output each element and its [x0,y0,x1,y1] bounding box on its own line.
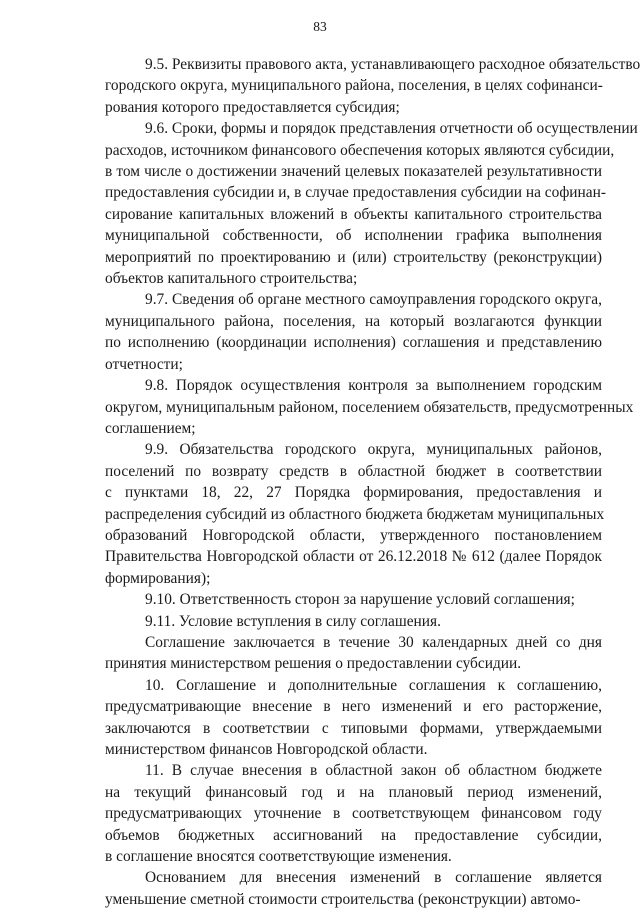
text-line: образований Новгородской области, утвержденного постановлением [105,526,602,544]
paragraph [105,867,602,910]
text-line: предоставления субсидии и, в случае предоставления субсидии на софинан- [105,184,606,202]
text-line: на текущий финансовый год и на плановый период изменений, [105,783,602,801]
paragraph [105,375,634,439]
text-line: округом, муниципальным районом, поселением обязательств, предусмотренных [105,398,634,416]
paragraph [105,118,638,289]
text-line: Соглашение заключается в течение 30 календарных дней со дня [145,633,602,651]
text-line: с пунктами 18, 22, 27 Порядка формирования, предоставления и [105,484,602,502]
text-line: принятия министерством решения о предоставлении субсидии. [105,655,522,673]
text-line: Правительства Новгородской области от 26.12.2018 № 612 (далее Порядок [105,548,602,566]
text-line: в соглашение вносятся соответствующие изменения. [105,848,452,866]
paragraph [105,760,602,867]
text-line: расходов, источником финансового обеспечения которых являются субсидии, [105,141,615,159]
text-line: рования которого предоставляется субсидия; [105,98,400,116]
text-line: объемов бюджетных ассигнований на предоставление субсидии, [105,826,602,844]
text-line: соглашением; [105,419,196,437]
text-line: мероприятий по проектированию и (или) строительству (реконструкции) [105,248,602,266]
paragraph [105,439,605,589]
text-line: городского округа, муниципального района, поселения, в целях софинанси- [105,77,603,95]
text-line: муниципальной собственности, об исполнении графика выполнения [105,227,602,245]
text-line: Основанием для внесения изменений в соглашение является [145,869,602,887]
text-line: 9.9. Обязательства городского округа, муниципальных районов, [145,441,602,459]
paragraph [105,611,602,632]
text-line: 11. В случае внесения в областной закон об областном бюджете [145,762,602,780]
text-line: 9.8. Порядок осуществления контроля за выполнением городским [145,377,602,395]
text-line: 9.10. Ответственность сторон за нарушение условий соглашения; [145,591,575,609]
text-line: 10. Соглашение и дополнительные соглашения к соглашению, [145,676,602,694]
text-line: объектов капитального строительства; [105,270,358,288]
paragraph [105,589,602,610]
text-line: муниципального района, поселения, на который возлагаются функции [105,312,602,330]
text-line: предусматривающие внесение в него изменений и его расторжение, [105,698,602,716]
paragraph [105,632,602,675]
text-line: формирования); [105,569,211,587]
text-line: 9.6. Сроки, формы и порядок представления отчетности об осуществлении [145,120,638,138]
text-line: заключаются в соответствии с типовыми формами, утверждаемыми [105,719,602,737]
text-line: поселений по возврату средств в областной бюджет в соответствии [105,462,602,480]
paragraph [105,54,640,118]
text-line: отчетности; [105,355,183,373]
text-line: в том числе о достижении значений целевых показателей результативности [105,163,602,181]
text-line: министерством финансов Новгородской области. [105,741,428,758]
text-line: по исполнению (координации исполнения) соглашения и представлению [105,334,602,352]
text-line: уменьшение сметной стоимости строительства (реконструкции) автомо- [105,890,581,908]
paragraph [105,675,602,761]
paragraph [105,289,602,375]
text-line: распределения субсидий из областного бюджета бюджетам муниципальных [105,505,605,523]
text-line: сирование капитальных вложений в объекты капитального строительства [105,205,602,223]
document-body [105,54,640,910]
text-line: предусматривающих уточнение в соответствующем финансовом году [105,805,602,823]
text-line: 9.11. Условие вступления в силу соглашения. [145,612,441,630]
text-line: 9.5. Реквизиты правового акта, устанавливающего расходное обязательство [145,56,640,73]
page-number: 83 [313,19,327,34]
text-line: 9.7. Сведения об органе местного самоуправления городского округа, [145,291,602,309]
